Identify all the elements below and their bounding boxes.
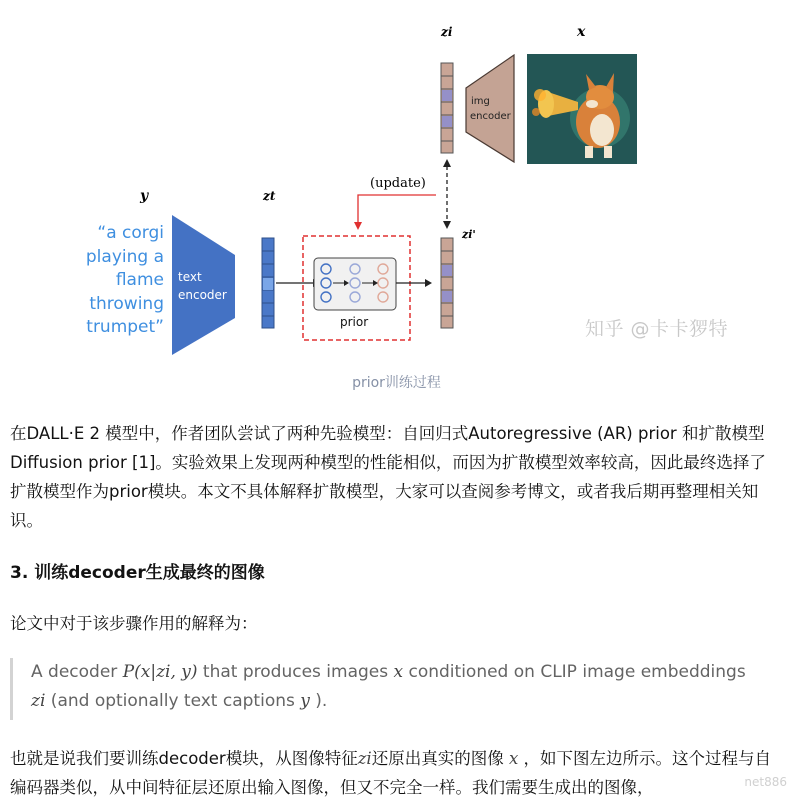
prior-training-figure — [0, 0, 793, 400]
label-zt: zt — [263, 189, 276, 203]
img-encoder-label-1: img — [471, 96, 490, 107]
math-x: x — [508, 749, 519, 768]
text-encoder-label-2: encoder — [178, 288, 227, 302]
zi-vector — [441, 63, 453, 153]
update-label: (update) — [370, 176, 426, 191]
quote-line: playing a — [85, 246, 164, 267]
img-encoder-label-2: encoder — [470, 111, 511, 122]
faint-watermark: net886 — [744, 775, 787, 789]
text-encoder-block — [172, 215, 235, 355]
label-y: y — [140, 188, 149, 204]
zt-vector — [262, 238, 274, 328]
paragraph-decoder-intro: 论文中对于该步骤作用的解释为： — [10, 614, 258, 633]
img-encoder-block — [466, 55, 514, 162]
quote-line: throwing — [89, 293, 164, 314]
label-x: x — [577, 24, 586, 40]
math-y: y — [300, 691, 310, 711]
corgi-image — [527, 54, 637, 164]
watermark: 知乎 @卡卡猡特 — [585, 318, 729, 340]
quote-line: flame — [115, 270, 164, 290]
math-zi: zi — [31, 691, 46, 711]
figure-caption: prior训练过程 — [352, 375, 441, 391]
zi-prime-vector — [441, 238, 453, 328]
blockquote-paper: A decoder P(x|zi, y) that produces images x conditioned on CLIP image embeddings zi (and optionally text captions y ). — [10, 658, 770, 720]
text-prompt-quote — [82, 222, 164, 340]
quote-line: “a corgi — [97, 223, 164, 243]
section-heading: 3. 训练decoder生成最终的图像 — [10, 563, 265, 583]
prior-label: prior — [340, 315, 369, 329]
label-zi: zi — [441, 25, 453, 39]
update-arrow-head — [354, 222, 362, 230]
paragraph-prior-models: 在DALL·E 2 模型中，作者团队尝试了两种先验模型：自回归式Autoregressive (AR) prior 和扩散模型Diffusion prior [1]。实验效果上发现两种模型的性能相似，而因为扩散模型效率较高，因此最终选择了扩散模型作为prior模块。本文不具体解释扩散模型，大家可以查阅参考博文，或者我后期再整理相关知识。 — [10, 424, 766, 530]
quote-line: trumpet” — [86, 317, 164, 337]
text-encoder-label-1: text — [178, 270, 202, 284]
math-p-x-zi-y: P(x|zi, y) — [122, 662, 198, 682]
math-x: x — [393, 662, 404, 682]
math-zi: zi — [357, 749, 372, 768]
label-zi-prime: zi' — [462, 228, 476, 241]
update-arrow — [358, 195, 436, 222]
paragraph-decoder-training: 也就是说我们要训练decoder模块，从图像特征zi还原出真实的图像 x ，如下图左边所示。这个过程与自编码器类似，从中间特征层还原出输入图像，但又不完全一样。我们需要生成出的图像， — [10, 749, 771, 797]
